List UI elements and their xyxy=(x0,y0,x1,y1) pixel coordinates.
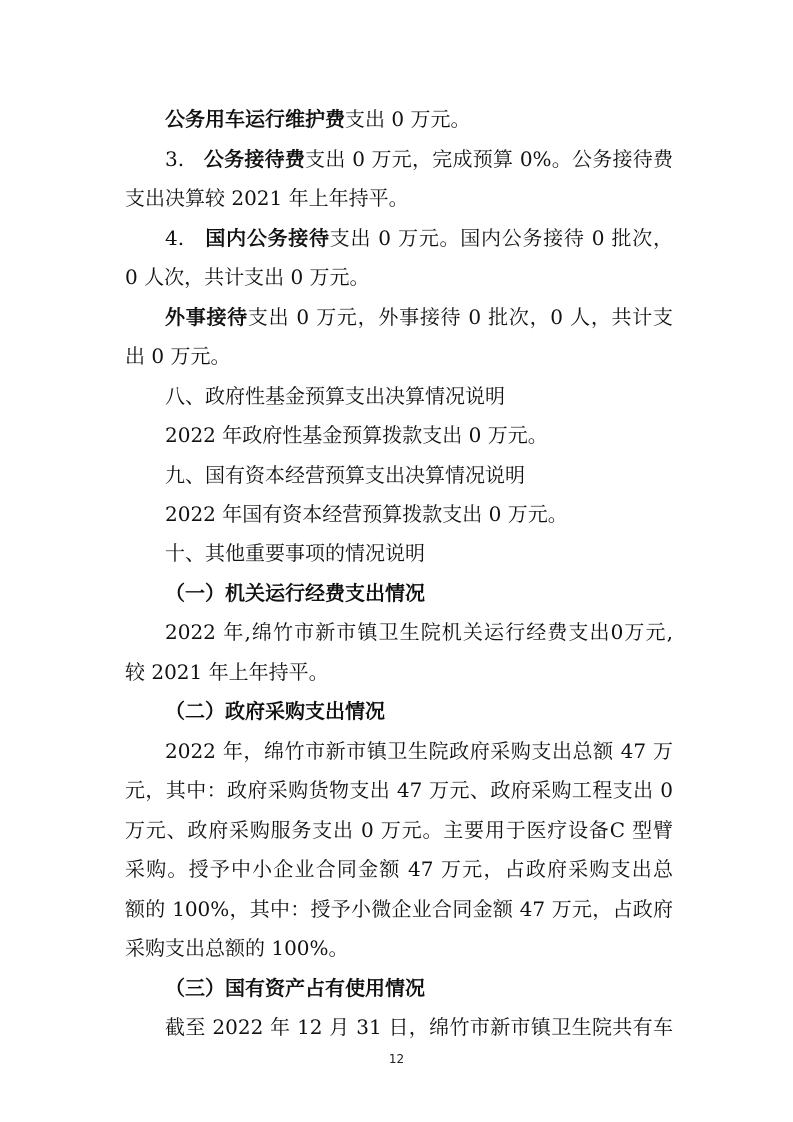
page-number: 12 xyxy=(388,1052,405,1066)
bold-term: 公务接待费 xyxy=(203,147,306,171)
paragraph-line: 采购。授予中小企业合同金额 47 万元，占政府采购支出总 xyxy=(125,857,673,881)
bold-term: 外事接待 xyxy=(165,305,248,329)
subsection-heading: （三）国有资产占有使用情况 xyxy=(165,976,425,1000)
bold-term: 国内公务接待 xyxy=(205,226,330,250)
paragraph-line xyxy=(165,304,673,330)
paragraph-line: 元，其中：政府采购货物支出 47 万元、政府采购工程支出 0 xyxy=(125,778,673,802)
paragraph-line: 额的 100%，其中：授予小微企业合同金额 47 万元，占政府 xyxy=(125,897,673,921)
paragraph-line: 2022 年,绵竹市新市镇卫生院机关运行经费支出0万元, xyxy=(165,620,673,644)
paragraph-line: 较 2021 年上年持平。 xyxy=(125,660,329,684)
paragraph-line xyxy=(165,146,673,172)
subsection-heading: （一）机关运行经费支出情况 xyxy=(165,581,425,605)
bold-term: 公务用车运行维护费 xyxy=(165,107,345,131)
text-run: 支出 0 万元。 xyxy=(345,107,471,131)
paragraph-line: 截至 2022 年 12 月 31 日，绵竹市新市镇卫生院共有车 xyxy=(165,1015,673,1039)
item-number: 4. xyxy=(165,226,185,250)
paragraph-line: 2022 年国有资本经营预算拨款支出 0 万元。 xyxy=(165,502,568,526)
item-number: 3. xyxy=(165,147,185,171)
paragraph-line xyxy=(165,225,673,251)
paragraph-line: 2022 年，绵竹市新市镇卫生院政府采购支出总额 47 万 xyxy=(165,739,673,763)
section-heading: 八、政府性基金预算支出决算情况说明 xyxy=(165,384,505,408)
paragraph-line: 2022 年政府性基金预算拨款支出 0 万元。 xyxy=(165,423,548,447)
paragraph-line: 支出决算较 2021 年上年持平。 xyxy=(125,186,409,210)
paragraph-line: 0 人次，共计支出 0 万元。 xyxy=(125,265,370,289)
text-run: 支出 0 万元，完成预算 0%。公务接待费 xyxy=(305,147,674,171)
subsection-heading: （二）政府采购支出情况 xyxy=(165,699,385,723)
section-heading: 九、国有资本经营预算支出决算情况说明 xyxy=(165,463,525,487)
paragraph-line: 采购支出总额的 100%。 xyxy=(125,936,349,960)
text-run: 支出 0 万元。国内公务接待 0 批次， xyxy=(329,226,673,250)
paragraph-line: 出 0 万元。 xyxy=(125,344,231,368)
paragraph-line: 万元、政府采购服务支出 0 万元。主要用于医疗设备C 型臂 xyxy=(125,818,673,842)
paragraph-line xyxy=(165,106,673,132)
text-run: 支出 0 万元，外事接待 0 批次，0 人，共计支 xyxy=(247,305,673,329)
section-heading: 十、其他重要事项的情况说明 xyxy=(165,541,425,565)
